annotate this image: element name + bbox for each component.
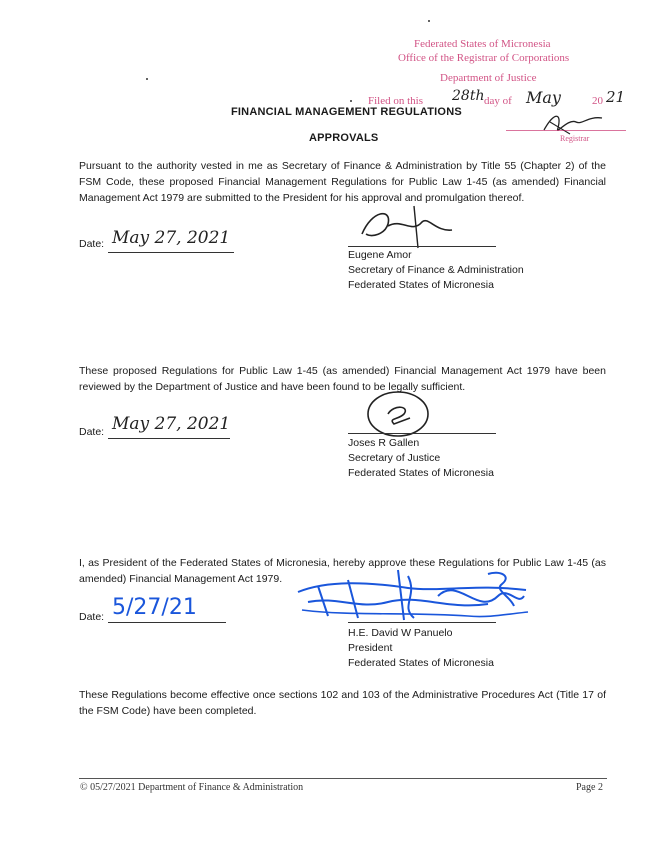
justice-signature-line	[348, 433, 496, 434]
registrar-signature-line	[506, 130, 626, 131]
filing-stamp-year-suffix: 21	[606, 88, 626, 106]
filing-stamp-line1: Federated States of Micronesia	[414, 38, 551, 50]
finance-signer-title: Secretary of Finance & Administration	[348, 264, 524, 276]
justice-review-paragraph: These proposed Regulations for Public Law 1-45 (as amended) Financial Management Act 1979 have been reviewed by the Department of Justice and have been found to be legally sufficient.	[79, 365, 606, 393]
footer-rule	[79, 778, 607, 779]
document-subtitle: APPROVALS	[309, 132, 379, 144]
president-date-value: 5/27/21	[112, 595, 197, 620]
justice-signer-title: Secretary of Justice	[348, 452, 441, 464]
filing-stamp-year-prefix: 20	[592, 95, 603, 107]
finance-signature-line	[348, 246, 496, 247]
scan-speck	[350, 100, 352, 102]
footer-left: © 05/27/2021 Department of Finance & Administration	[80, 782, 304, 793]
scan-speck	[146, 78, 148, 80]
filing-stamp-registrar-label: Registrar	[560, 134, 590, 143]
scan-speck	[428, 20, 430, 22]
president-signer-title: President	[348, 642, 393, 654]
filing-stamp-month: May	[526, 88, 561, 107]
president-date-label: Date:	[79, 611, 105, 623]
filing-stamp-filed-label: Filed on this	[368, 95, 424, 107]
finance-date-line	[108, 252, 234, 253]
filing-stamp-day: 28th	[452, 88, 485, 104]
finance-date-label: Date:	[79, 238, 105, 250]
president-signer-org: Federated States of Micronesia	[348, 657, 494, 669]
justice-date-label: Date:	[79, 426, 105, 438]
effective-date-paragraph: These Regulations become effective once sections 102 and 103 of the Administrative Procedures Act (Title 17 of the FSM Code) have been completed.	[79, 689, 606, 717]
finance-secretary-signature	[352, 204, 462, 252]
president-date-line	[108, 622, 226, 623]
finance-signer-org: Federated States of Micronesia	[348, 279, 494, 291]
president-signature	[288, 566, 538, 628]
document-title: FINANCIAL MANAGEMENT REGULATIONS	[231, 106, 462, 118]
filing-stamp-line3: Department of Justice	[440, 72, 537, 84]
justice-secretary-signature	[358, 384, 438, 440]
justice-signer-name: Joses R Gallen	[348, 437, 420, 449]
president-signer-name: H.E. David W Panuelo	[348, 627, 453, 639]
finance-signer-name: Eugene Amor	[348, 249, 412, 261]
finance-submission-paragraph: Pursuant to the authority vested in me as Secretary of Finance & Administration by Title 55 (Chapter 2) of the FSM Code, these proposed Financial Management Regulations for Public Law 1-45 (as amended) Financial Management Act 1979 are submitted to the President for his approval and promulgation thereof.	[79, 160, 606, 204]
finance-date-value: May 27, 2021	[112, 228, 231, 248]
filing-stamp-day-of: day of	[484, 95, 512, 107]
justice-signer-org: Federated States of Micronesia	[348, 467, 494, 479]
justice-date-value: May 27, 2021	[112, 414, 231, 434]
footer-page-number: Page 2	[576, 782, 603, 793]
justice-date-line	[108, 438, 230, 439]
president-signature-line	[348, 622, 496, 623]
president-approval-paragraph: I, as President of the Federated States of Micronesia, hereby approve these Regulations for Public Law 1-45 (as amended) Financial Management Act 1979.	[79, 557, 606, 585]
filing-stamp-line2: Office of the Registrar of Corporations	[398, 52, 570, 64]
